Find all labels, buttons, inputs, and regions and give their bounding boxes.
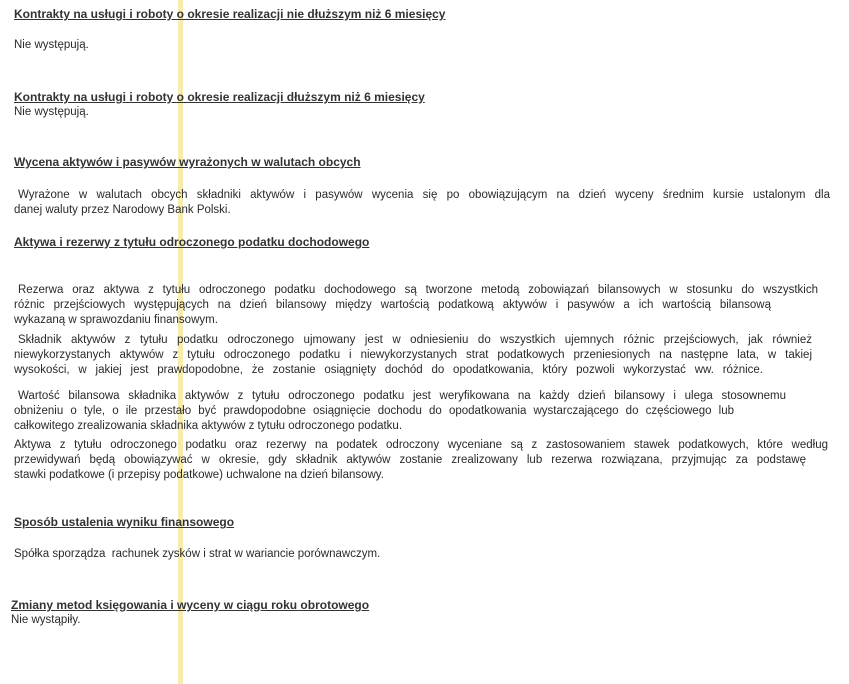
section-heading-currency-valuation: Wycena aktywów i pasywów wyrażonych w walutach obcych — [14, 155, 361, 169]
section-heading-long-contracts: Kontrakty na usługi i roboty o okresie realizacji dłuższym niż 6 miesięcy — [14, 90, 425, 104]
section-body-accounting-changes: Nie wystąpiły. — [11, 614, 81, 626]
text-line: stawki podatkowe (i przepisy podatkowe) uchwalone na dzień bilansowy. — [14, 469, 384, 481]
deferred-tax-paragraph-1 — [14, 283, 818, 328]
text-line: niewykorzystanych aktywów z tytułu odroczonego podatku i niewykorzystanych strat podatkowych przeniesionych na następne lata, w takiej — [14, 349, 812, 361]
text-line: Wartość bilansowa składnika aktywów z tytułu odroczonego podatku jest weryfikowana na każdy dzień bilansowy i ulega stosownemu — [18, 390, 786, 402]
section-body-currency-valuation — [14, 188, 830, 218]
section-body-short-contracts: Nie występują. — [14, 39, 89, 51]
section-heading-financial-result: Sposób ustalenia wyniku finansowego — [14, 515, 235, 529]
text-line: Wyrażone w walutach obcych składniki aktywów i pasywów wycenia się po obowiązującym na dzień wyceny średnim kursie ustalonym dla — [18, 189, 830, 201]
text-line: Aktywa z tytułu odroczonego podatku oraz rezerwy na podatek odroczony wyceniane są z zastosowaniem stawek podatkowych, które według — [14, 439, 828, 451]
text-line: wykazaną w sprawozdaniu finansowym. — [14, 314, 218, 326]
deferred-tax-paragraph-4 — [14, 438, 828, 483]
section-heading-short-contracts: Kontrakty na usługi i roboty o okresie realizacji nie dłuższym niż 6 miesięcy — [14, 7, 446, 21]
text-line: różnic przejściowych występujących na dzień bilansowy między wartością podatkową aktywów i pasywów a ich wartością bilansową — [14, 299, 771, 311]
text-line: Rezerwa oraz aktywa z tytułu odroczonego podatku dochodowego są tworzone metodą zobowiązań bilansowych w stosunku do wszystkich — [18, 284, 818, 296]
text-line: Składnik aktywów z tytułu podatku odroczonego ujmowany jest w odniesieniu do wszystkich ujemnych różnic przejściowych, jak również — [18, 334, 812, 346]
deferred-tax-paragraph-2 — [14, 333, 812, 378]
text-line: obniżeniu o tyle, o ile przestało być prawdopodobne osiągnięcie dochodu do opodatkowania wystarczającego do częściowego lub — [14, 405, 734, 417]
deferred-tax-paragraph-3 — [14, 389, 786, 434]
section-heading-accounting-changes: Zmiany metod księgowania i wyceny w ciągu roku obrotowego — [11, 598, 370, 612]
text-line: przewidywań będą obowiązywać w okresie, gdy składnik aktywów zostanie zrealizowany lub rezerwa rozwiązana, przyjmując za podstawę — [14, 454, 806, 466]
section-heading-deferred-tax: Aktywa i rezerwy z tytułu odroczonego podatku dochodowego — [14, 235, 370, 249]
text-line: wysokości, w jakiej jest prawdopodobne, że zostanie osiągnięty dochód do opodatkowania, który pozwoli wykorzystać ww. różnice. — [14, 364, 763, 376]
section-body-financial-result: Spółka sporządza rachunek zysków i strat w wariancie porównawczym. — [14, 548, 381, 560]
text-line: całkowitego zrealizowania składnika aktywów z tytułu odroczonego podatku. — [14, 420, 403, 432]
text-line: danej waluty przez Narodowy Bank Polski. — [14, 204, 231, 216]
section-body-long-contracts: Nie występują. — [14, 106, 89, 118]
